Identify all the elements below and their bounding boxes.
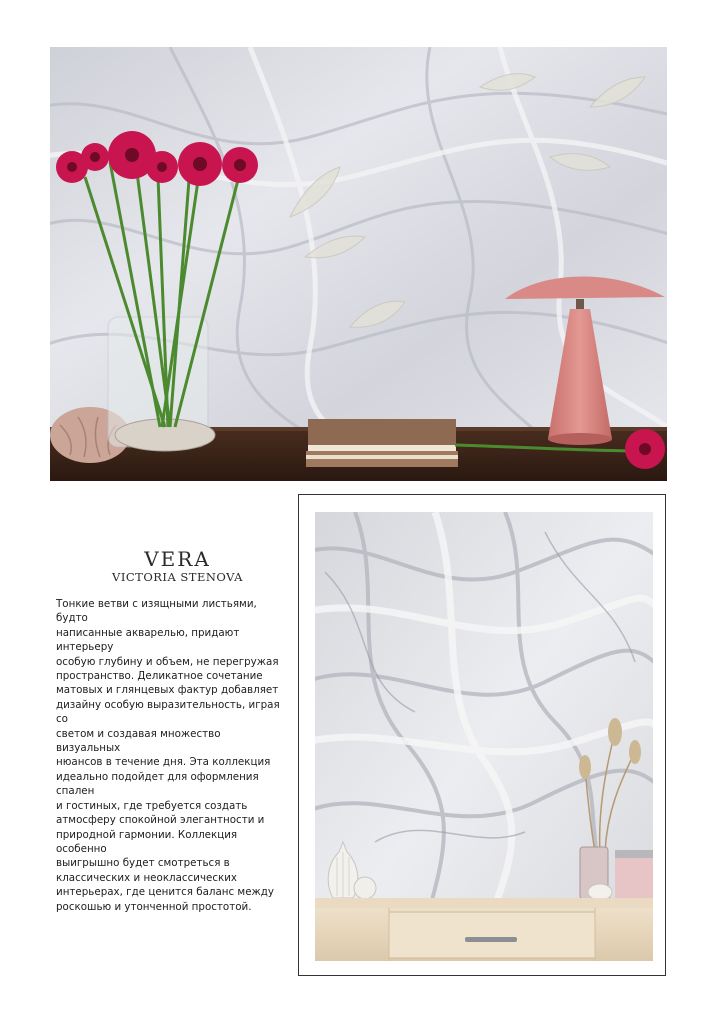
framed-interior-photo bbox=[315, 512, 653, 961]
brand-block bbox=[60, 548, 295, 584]
brand-subtitle: VICTORIA STENOVA bbox=[112, 570, 243, 584]
dresser-scene-image bbox=[315, 512, 653, 961]
framed-photo-border bbox=[298, 494, 666, 976]
description-paragraph: Тонкие ветви с изящными листьями, будто написанные акварелью, придают интерьеру особую глубину и объем, не перегружая пространство. Деликатное сочетание матовых и глянцевых фактур добавляет дизайну особую выразительность, играя со светом и создавая множество визуальных нюансов в течение дня. Эта коллекция идеально подойдет для оформления спален и гостиных, где требуется создать атмосферу спокойной элегантности и природной гармонии. Коллекция особенно выигрышно будет смотреться в классических и неоклассических интерьерах, где ценится баланс между роскошью и утонченной простотой. bbox=[56, 598, 280, 913]
collection-title: VERA bbox=[144, 547, 211, 571]
top-interior-photo bbox=[50, 47, 667, 481]
interior-scene-image bbox=[50, 47, 667, 481]
collection-description bbox=[56, 597, 284, 914]
